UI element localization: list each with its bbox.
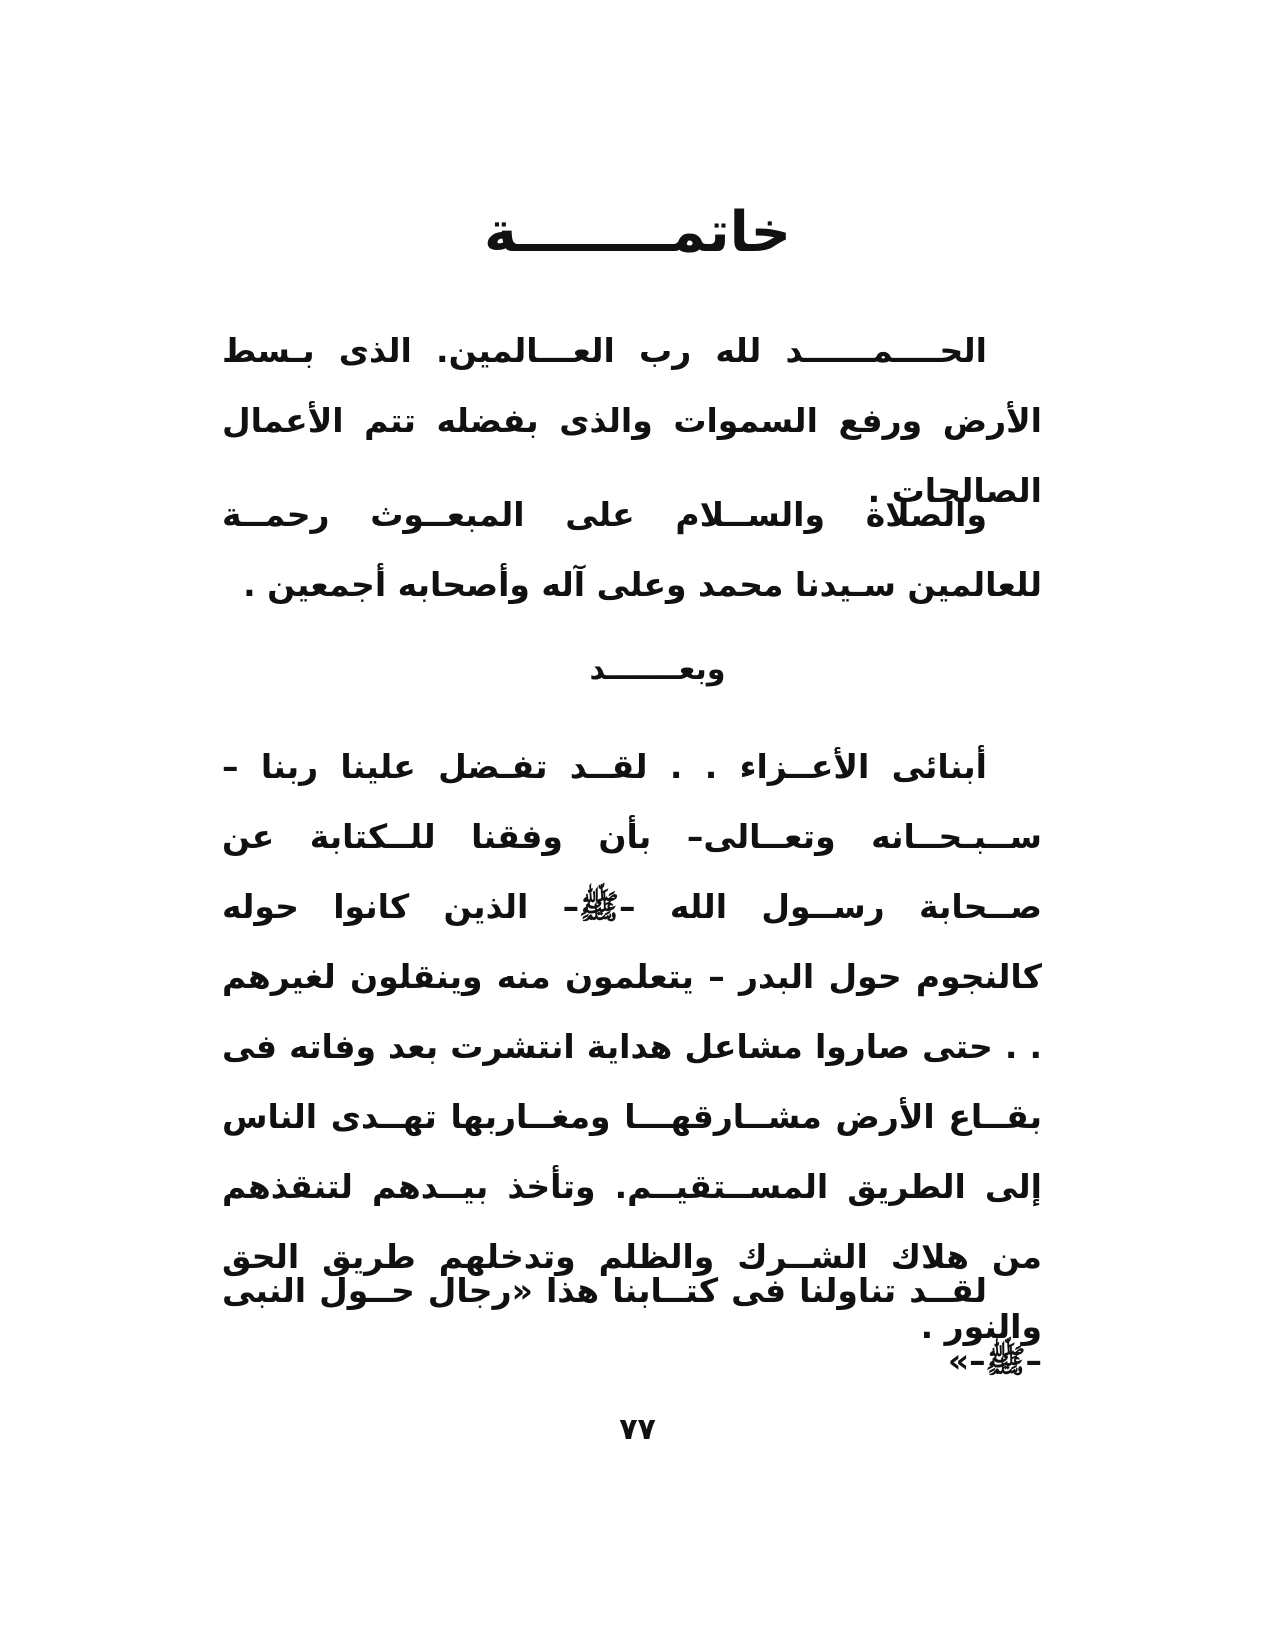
paragraph-salutation-text: والصلاة والســلام على المبعــوث رحمــة للعالمين سـيدنا محمد وعلى آله وأصحابه أجمعين .	[222, 495, 1042, 604]
section-subheading: وبعـــــــد	[589, 652, 726, 687]
page-title: خاتمــــــــة	[483, 200, 792, 265]
paragraph-address-text: أبنائى الأعــزاء . . لقــد تفـضل علينا ربنا –ســبـحــانه وتعــالى– بأن وفقنا للــكتابة عن صــحابة رســول الله –ﷺ– الذين كانوا حوله كالنجوم حول البدر – يتعلمون منه وينقلون لغيرهم . . حتى صاروا مشاعل هداية انتشرت بعد وفاته فى بقــاع الأرض مشــارقهـــا ومغــاربها تهــدى الناس إلى الطريق المســتقيــم. وتأخذ بيــدهم لتنقذهم من هلاك الشــرك والظلم وتدخلهم طريق الحق والنور .	[222, 747, 1042, 1346]
paragraph-book-intro	[222, 1256, 1042, 1396]
page-number: ٧٧	[619, 1412, 656, 1447]
paragraph-book-intro-text: لقــد تناولنا فى كتــابنا هذا «رجال حــول النبى –ﷺ–»	[222, 1271, 1042, 1380]
paragraph-salutation	[222, 480, 1042, 620]
paragraph-praise-text: الحــــمــــــد لله رب العـــالمين. الذى بـسط الأرض ورفع السموات والذى بفضله تتم الأعمال الصالحات .	[222, 331, 1042, 510]
